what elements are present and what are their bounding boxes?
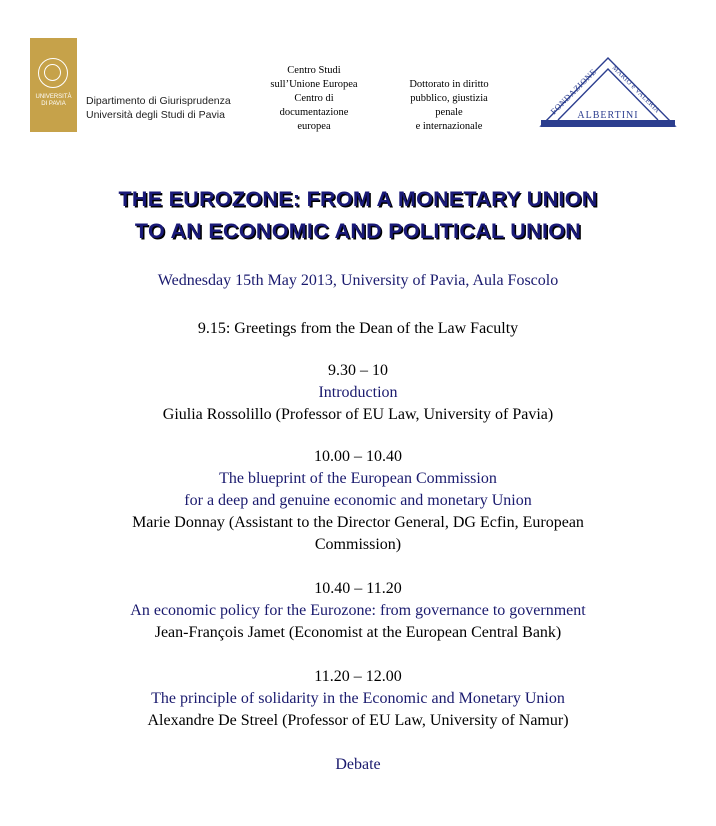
session-4-time: 11.20 – 12.00 [314, 668, 402, 685]
fondazione-left-text: FONDAZIONE [548, 66, 599, 117]
header [0, 0, 716, 150]
session-4-topic: The principle of solidarity in the Economic and Monetary Union [151, 690, 565, 707]
dottorato-text: Dottorato in diritto pubblico, giustizia penale e internazionale [409, 79, 489, 132]
session-1-speaker: Giulia Rossolillo (Professor of EU Law, University of Pavia) [162, 406, 554, 423]
university-logo-text: UNIVERSITÀ DI PAVIA [35, 94, 72, 107]
session-3-topic: An economic policy for the Eurozone: from governance to government [130, 602, 586, 619]
greetings-line: 9.15: Greetings from the Dean of the Law Faculty [197, 320, 519, 337]
session-3-time: 10.40 – 11.20 [314, 580, 402, 597]
session-1-time: 9.30 – 10 [328, 362, 388, 379]
session-2-time: 10.00 – 10.40 [314, 448, 402, 465]
university-of-pavia-logo [30, 38, 77, 132]
session-2-speaker-line-1: Marie Donnay (Assistant to the Director General, DG Ecfin, European [132, 514, 584, 531]
albertini-text: ALBERTINI [577, 110, 639, 121]
fondazione-right-text: MARIO e VALERIA [610, 63, 662, 115]
centro-studi-text: Centro Studi sull’Unione Europea Centro di documentazione europea [270, 65, 358, 132]
fondazione-albertini-logo [538, 54, 678, 130]
department-name: Dipartimento di Giurisprudenza Università degli Studi di Pavia [86, 95, 231, 121]
session-4-speaker: Alexandre De Streel (Professor of EU Law, University of Namur) [147, 712, 569, 729]
session-3-speaker: Jean-François Jamet (Economist at the European Central Bank) [154, 624, 562, 641]
session-2-topic-line-1: The blueprint of the European Commission [219, 470, 497, 487]
event-date-location: Wednesday 15th May 2013, University of Pavia, Aula Foscolo [157, 272, 559, 289]
session-1-topic: Introduction [318, 384, 398, 401]
university-seal-icon [38, 58, 68, 88]
debate-label: Debate [335, 756, 381, 773]
event-title: THE EUROZONE: FROM A MONETARY UNION TO AN ECONOMIC AND POLITICAL UNION [118, 187, 598, 243]
session-2-speaker-line-2: Commission) [314, 536, 402, 553]
session-2-topic-line-2: for a deep and genuine economic and monetary Union [184, 492, 532, 509]
